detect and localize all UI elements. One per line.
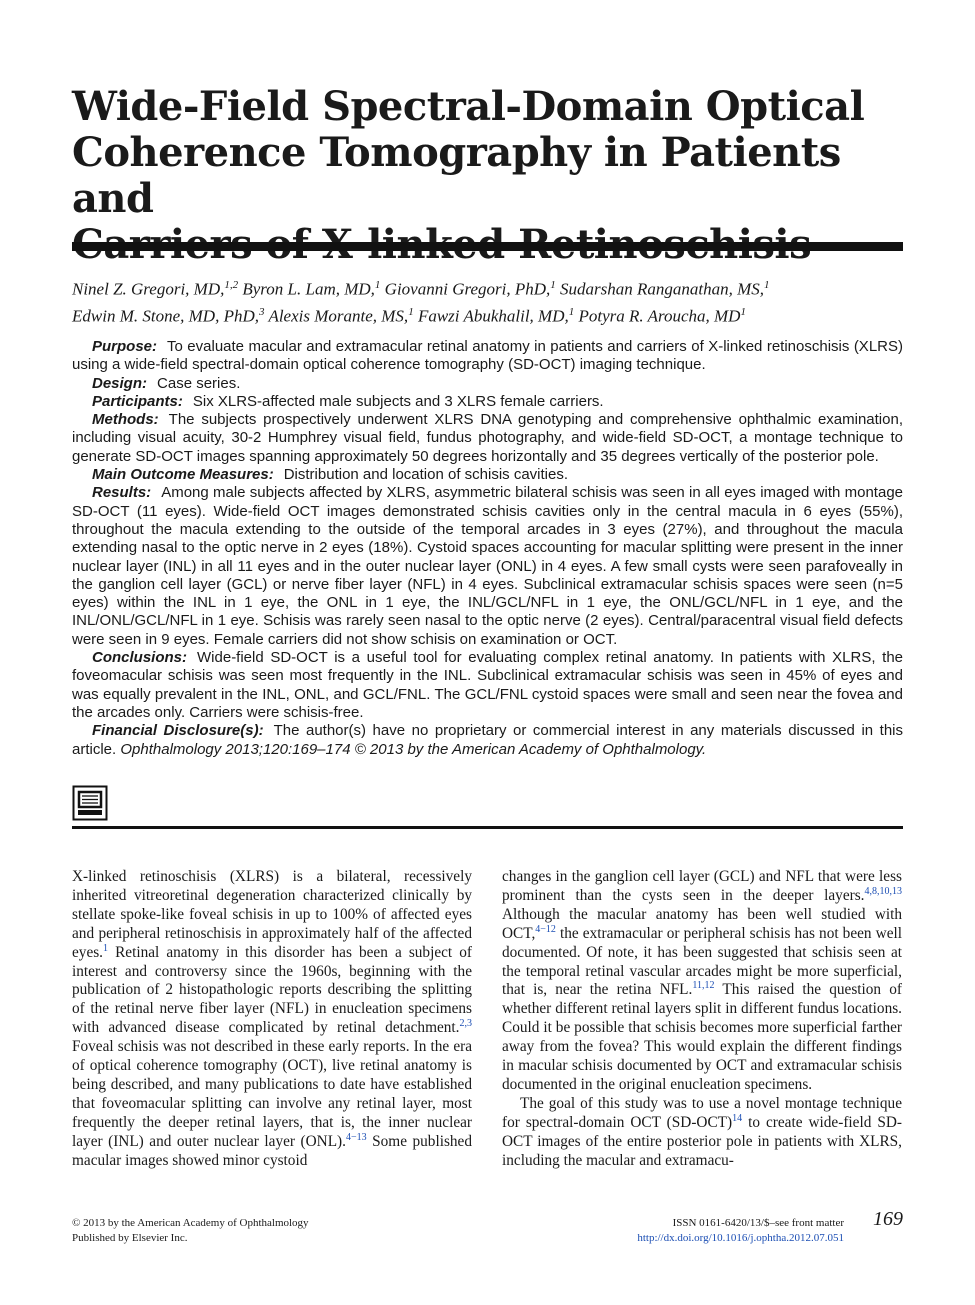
author-name: Byron L. Lam, MD, bbox=[242, 279, 375, 299]
reference-citation[interactable]: 2,3 bbox=[459, 1018, 472, 1030]
issn-line: ISSN 0161-6420/13/$–see front matter bbox=[672, 1217, 844, 1229]
abstract-participants bbox=[72, 393, 903, 411]
body-paragraph: The goal of this study was to use a novel montage technique for spectral-domain OCT $(SD-OCT)^{14}$ to create wide-field SD-OCT images of the entire posterior pole in patients with XLRS, including the macular and extramacu- bbox=[502, 1094, 902, 1169]
abstract-label: Methods: bbox=[92, 411, 159, 429]
abstract-methods bbox=[72, 411, 903, 466]
footer-right bbox=[637, 1216, 844, 1246]
abstract-text: Distribution and location of schisis cavities. bbox=[283, 466, 569, 484]
author-affiliation: 3 bbox=[258, 305, 265, 318]
body-column-right bbox=[502, 868, 902, 1171]
abstract-label: Conclusions: bbox=[92, 649, 188, 667]
reference-citation[interactable]: 4,8,10,13 bbox=[864, 885, 902, 897]
author-affiliation: 1 bbox=[568, 305, 575, 318]
abstract-design bbox=[72, 375, 903, 393]
abstract-label: Participants: bbox=[92, 392, 183, 410]
abstract-conclusions bbox=[72, 649, 903, 722]
reference-citation[interactable]: 4−12 bbox=[535, 923, 556, 935]
doi-link[interactable]: http://dx.doi.org/10.1016/j.ophtha.2012.07.051 bbox=[637, 1232, 844, 1244]
author-name: Edwin M. Stone, MD, PhD, bbox=[72, 306, 259, 326]
title-line: Wide-Field Spectral-Domain Optical bbox=[72, 83, 865, 130]
copyright-line: © 2013 by the American Academy of Ophthalmology bbox=[72, 1217, 309, 1229]
footer-left bbox=[72, 1216, 309, 1246]
abstract-text: Among male subjects affected by XLRS, asymmetric bilateral schisis was seen in all eyes imaged with montage SD-OCT (11 eyes). Wide-field OCT images demonstrated schisis cavities only in the central macula in 6 eyes (55%), throughout the macula extending to the outside of the temporal arcades in 3 eyes (27%), and throughout the macula extending nasal to the optic nerve in 2 eyes (18%). Cystoid spaces accounting for macular splitting were present in the inner nuclear layer (INL) in all 11 eyes and in the outer nuclear layer (ONL) in 4 eyes. A few small cysts were seen parafoveally in the ganglion cell layer (GCL) or nerve fiber layer (NFL) in 4 eyes. Subclinical extramacular schisis spaces were seen (n=5 eyes) within the INL in 1 eye, the ONL in 1 eye, the INL/GCL/NFL in 1 eye, the ONL/GCL/NFL in 1 eye, and the INL/ONL/GCL/NFL in 1 eye. Schisis was rarely seen nasal to the optic nerve (2 eyes). Central/paracentral visual field defects were seen in 9 eyes. Female carriers did not show schisis on examination or OCT. bbox=[72, 484, 903, 648]
abstract-label: Financial Disclosure(s): bbox=[92, 722, 264, 740]
author-affiliation: 1 bbox=[764, 279, 770, 291]
abstract-divider bbox=[72, 826, 903, 829]
title-divider bbox=[72, 242, 903, 251]
author-name: Giovanni Gregori, PhD, bbox=[384, 279, 551, 299]
author-affiliation: 1 bbox=[374, 279, 381, 291]
abstract-text: Wide-field SD-OCT is a useful tool for evaluating complex retinal anatomy. In patients with XLRS, the foveomacular schisis was seen most frequently in the INL. Subclinical extramacular schisis was seen in 45% of eyes and was equally prevalent in the INL, ONL, and GCL/FNL. The GCL/FNL cystoid spaces were small and seen near the fovea and the arcades only. Carriers were schisis-free. bbox=[72, 649, 903, 721]
title-line: Coherence Tomography in Patients and bbox=[72, 129, 841, 222]
body-paragraph: changes in the ganglion cell layer (GCL) and NFL that were less prominent than the cysts seen in the deeper layers.$^{4,8,10,13}$ Although the macular anatomy has been well studied with OCT,$^{4-12}$ the extramacular or peripheral schisis has not been well documented. Of note, it has been suggested that schisis seen at the temporal retinal vascular arcades might be more superficial, that is, near the retina NFL.$^{11,12}$ This raised the question of whether different retinal layers split in different fundus locations. Could it be possible that schisis becomes more superficial farther away from the fovea? This would explain the different findings in macular schisis documented by OCT and extramacular schisis documented in the original enucleation specimens. bbox=[502, 868, 902, 1093]
journal-citation: Ophthalmology 2013;120:169–174 © 2013 by the American Academy of Ophthalmology. bbox=[120, 740, 707, 758]
reference-citation[interactable]: 14 bbox=[732, 1112, 743, 1124]
author-name: Ninel Z. Gregori, MD, bbox=[72, 279, 225, 299]
abstract-text: Case series. bbox=[157, 374, 241, 392]
reference-citation[interactable]: 4−13 bbox=[345, 1131, 367, 1143]
author-name: Sudarshan Ranganathan, MS, bbox=[560, 279, 764, 299]
author-name: Fawzi Abukhalil, MD, bbox=[417, 306, 569, 326]
abstract-label: Main Outcome Measures: bbox=[92, 466, 274, 484]
abstract-results bbox=[72, 484, 903, 649]
abstract-disclosure bbox=[72, 722, 903, 759]
author-affiliation: 1,2 bbox=[224, 279, 239, 291]
body-paragraph: X-linked retinoschisis (XLRS) is a bilateral, recessively inherited vitreoretinal degeneration characterized clinically by stellate spoke-like foveal schisis in up to 100% of affected eyes and peripheral retinoschisis in approximately half of the affected eyes.$^1$ Retinal anatomy in this disorder has been a subject of interest and controversy since the 1960s, beginning with the publication of 2 histopathologic reports describing the splitting of the retinal nerve fiber layer (NFL) in enucleation specimens with advanced disease complicated by retinal detachment.$^{2,3}$ Foveal schisis was not described in these early reports. In the era of optical coherence tomography (OCT), live retinal anatomy is being described, and many publications to date have established that foveomacular splitting can involve any retinal layer, most frequently the deeper retinal layers, that is, the inner nuclear layer (INL) and outer nuclear layer (ONL).$^{4-13}$ Some published macular images showed minor cystoid bbox=[72, 868, 472, 1169]
author-affiliation: 1 bbox=[408, 305, 414, 318]
reference-citation[interactable]: 1 bbox=[103, 942, 109, 954]
abstract-outcomes bbox=[72, 466, 903, 484]
author-name: Alexis Morante, MS, bbox=[268, 306, 409, 326]
abstract-label: Design: bbox=[92, 374, 148, 392]
structured-abstract bbox=[72, 338, 903, 759]
online-content-icon[interactable] bbox=[72, 785, 108, 821]
abstract-label: Results: bbox=[92, 484, 152, 502]
abstract-text: The subjects prospectively underwent XLRS DNA genotyping and comprehensive ophthalmic examination, including visual acuity, 30-2 Humphrey visual field, fundus photography, and wide-field SD-OCT, a montage technique to generate SD-OCT images spanning approximately 50 degrees horizontally and 35 degrees vertically of the posterior pole. bbox=[72, 411, 903, 465]
publisher-line: Published by Elsevier Inc. bbox=[72, 1232, 188, 1244]
page-number: 169 bbox=[873, 1208, 903, 1230]
author-list bbox=[72, 274, 903, 327]
abstract-label: Purpose: bbox=[92, 338, 158, 355]
abstract-text: The author(s) have no proprietary or commercial interest in any materials discussed in this article. bbox=[72, 722, 903, 758]
abstract-text: To evaluate macular and extramacular retinal anatomy in patients and carriers of X-linked retinoschisis (XLRS) using a wide-field spectral-domain optical coherence tomography (SD-OCT) imaging technique. bbox=[72, 338, 903, 374]
reference-citation[interactable]: 11,12 bbox=[692, 980, 715, 992]
author-name: Potyra R. Aroucha, MD bbox=[578, 306, 741, 326]
article-title bbox=[72, 84, 912, 268]
abstract-purpose bbox=[72, 338, 903, 375]
author-affiliation: 1 bbox=[740, 305, 746, 318]
abstract-text: Six XLRS-affected male subjects and 3 XLRS female carriers. bbox=[192, 392, 604, 410]
body-column-left bbox=[72, 868, 472, 1171]
author-affiliation: 1 bbox=[550, 279, 556, 291]
